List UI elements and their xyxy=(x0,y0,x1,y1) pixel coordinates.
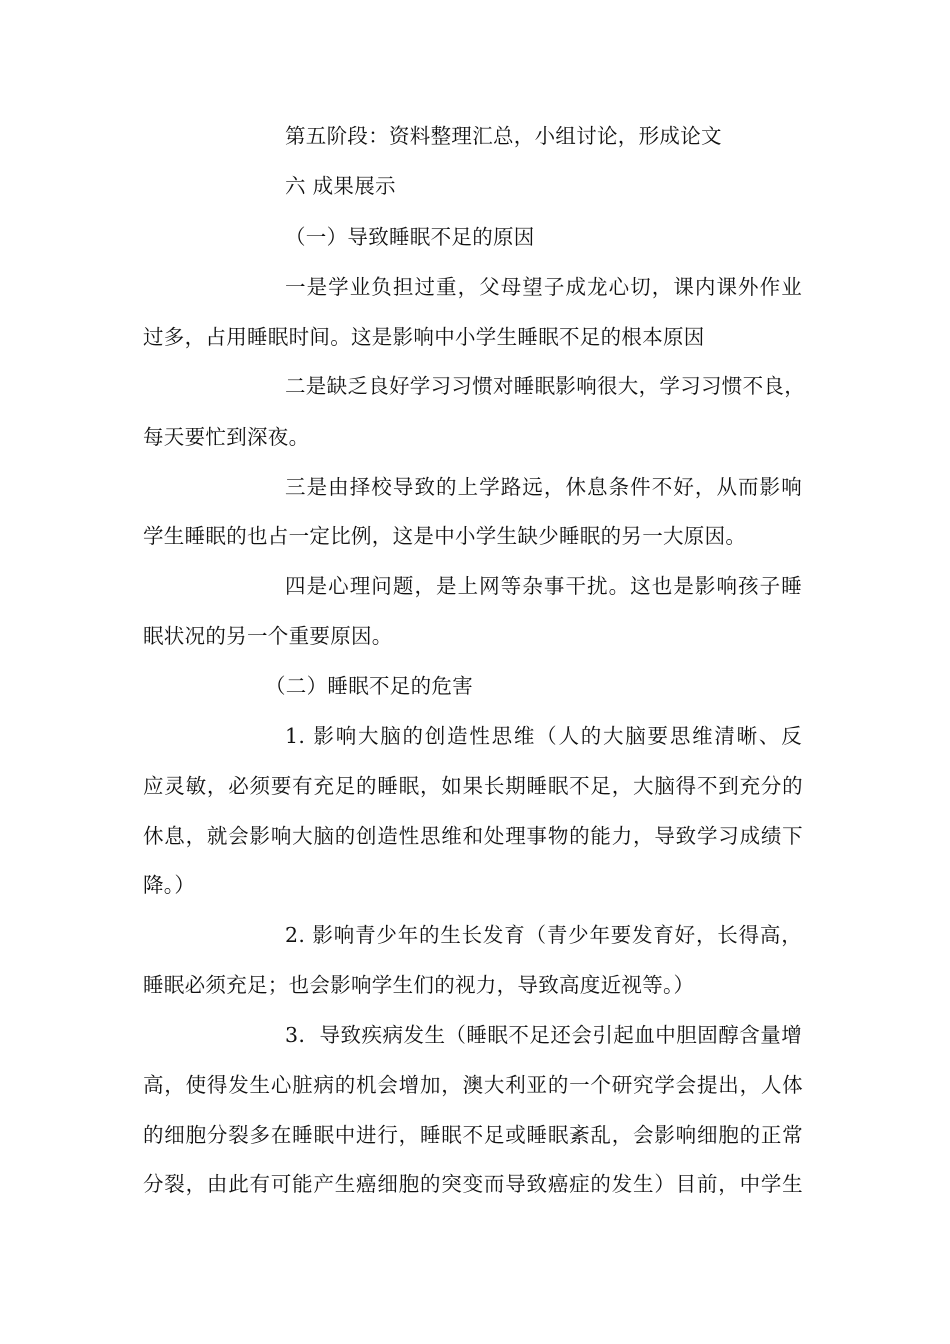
harm3-line2: 高，使得发生心脏病的机会增加，澳大利亚的一个研究学会提出，人体 xyxy=(143,1073,803,1097)
harm2-line1: 2. 影响青少年的生长发育（青少年要发育好，长得高， xyxy=(285,923,802,947)
reason4-line2: 眠状况的另一个重要原因。 xyxy=(143,624,393,648)
harm1-line4: 降。） xyxy=(143,873,196,897)
harm1-line2: 应灵敏，必须要有充足的睡眠，如果长期睡眠不足，大脑得不到充分的 xyxy=(143,774,803,798)
stage5-line: 第五阶段：资料整理汇总，小组讨论，形成论文 xyxy=(285,124,722,148)
harm2-line2: 睡眠必须充足；也会影响学生们的视力，导致高度近视等。） xyxy=(143,973,695,997)
reason1-line1: 一是学业负担过重，父母望子成龙心切，课内课外作业 xyxy=(285,275,802,299)
reason3-line2: 学生睡眠的也占一定比例，这是中小学生缺少睡眠的另一大原因。 xyxy=(143,524,747,548)
subsection2-heading: （二）睡眠不足的危害 xyxy=(265,674,473,698)
reason2-line2: 每天要忙到深夜。 xyxy=(143,425,310,449)
section6-heading: 六 成果展示 xyxy=(285,174,396,198)
reason3-line1: 三是由择校导致的上学路远，休息条件不好，从而影响 xyxy=(285,475,802,499)
harm1-line3: 休息，就会影响大脑的创造性思维和处理事物的能力，导致学习成绩下 xyxy=(143,824,803,848)
reason1-line2: 过多，占用睡眠时间。这是影响中小学生睡眠不足的根本原因 xyxy=(143,325,705,349)
harm3-line3: 的细胞分裂多在睡眠中进行，睡眠不足或睡眠紊乱，会影响细胞的正常 xyxy=(143,1123,803,1147)
reason2-line1: 二是缺乏良好学习习惯对睡眠影响很大，学习习惯不良， xyxy=(285,374,805,398)
subsection1-heading: （一）导致睡眠不足的原因 xyxy=(285,225,535,249)
harm1-line1: 1. 影响大脑的创造性思维（人的大脑要思维清晰、反 xyxy=(285,724,802,748)
harm3-line1: 3．导致疾病发生（睡眠不足还会引起血中胆固醇含量增 xyxy=(285,1023,802,1047)
harm3-line4: 分裂，由此有可能产生癌细胞的突变而导致癌症的发生）目前，中学生 xyxy=(143,1172,803,1196)
reason4-line1: 四是心理问题，是上网等杂事干扰。这也是影响孩子睡 xyxy=(285,574,802,598)
